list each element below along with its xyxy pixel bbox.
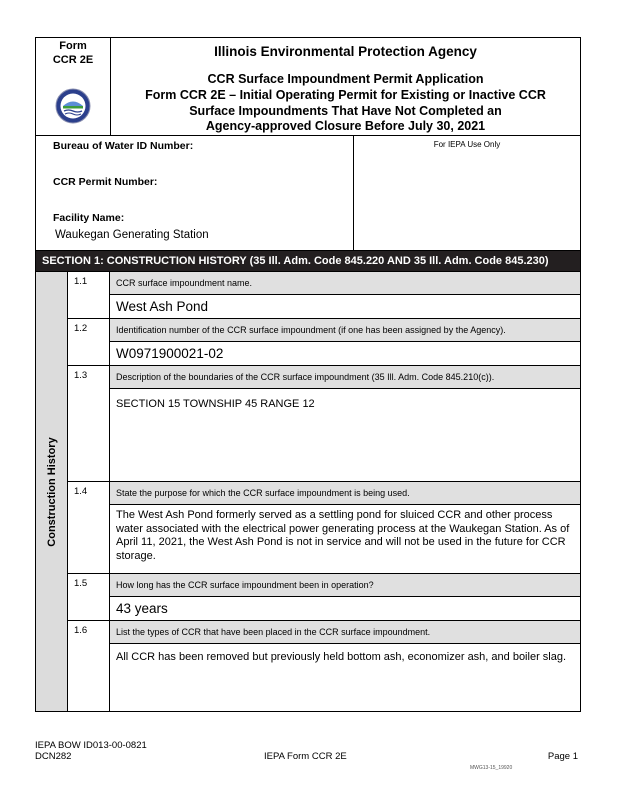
footer-left-line1: IEPA BOW ID013-00-0821 xyxy=(35,740,147,751)
section-body xyxy=(36,272,580,711)
question-text: Identification number of the CCR surface impoundment (if one has been assigned by the Agency). xyxy=(110,319,580,342)
question-row xyxy=(68,482,580,574)
question-number: 1.6 xyxy=(68,621,110,711)
question-row xyxy=(68,366,580,482)
form-title-line1: Form CCR 2E – Initial Operating Permit for Existing or Inactive CCR xyxy=(145,88,546,102)
question-text: How long has the CCR surface impoundment been in operation? xyxy=(110,574,580,597)
question-row xyxy=(68,621,580,711)
question-number: 1.4 xyxy=(68,482,110,573)
id-fields-left xyxy=(36,136,354,250)
question-row xyxy=(68,319,580,366)
permit-form xyxy=(35,37,581,712)
question-text: State the purpose for which the CCR surface impoundment is being used. xyxy=(110,482,580,505)
question-text: CCR surface impoundment name. xyxy=(110,272,580,295)
form-id-line2: CCR 2E xyxy=(52,54,94,66)
answer-text: All CCR has been removed but previously held bottom ash, economizer ash, and boiler slag. xyxy=(116,651,567,663)
footer-form-name: IEPA Form CCR 2E xyxy=(264,751,347,762)
bureau-id-label: Bureau of Water ID Number: xyxy=(53,140,194,152)
bates-stamp: MWG13-15_19920 xyxy=(470,765,513,771)
form-title xyxy=(111,88,580,135)
question-number: 1.5 xyxy=(68,574,110,620)
answer-text: W0971900021-02 xyxy=(116,346,224,361)
question-text: Description of the boundaries of the CCR surface impoundment (35 Ill. Adm. Code 845.210(c)). xyxy=(110,366,580,389)
title-block xyxy=(111,38,580,135)
id-fields xyxy=(36,136,580,251)
side-label: Construction History xyxy=(45,436,58,547)
side-panel xyxy=(36,272,68,711)
question-number: 1.3 xyxy=(68,366,110,481)
section-title: SECTION 1: CONSTRUCTION HISTORY (35 Ill. Adm. Code 845.220 AND 35 Ill. Adm. Code 845.230) xyxy=(36,251,580,272)
question-rows xyxy=(68,272,580,711)
page-number: Page 1 xyxy=(547,751,578,762)
question-row xyxy=(68,574,580,621)
answer-text: SECTION 15 TOWNSHIP 45 RANGE 12 xyxy=(116,398,315,410)
iepa-seal-icon xyxy=(55,88,91,124)
form-title-line2: Surface Impoundments That Have Not Completed an xyxy=(189,103,502,118)
footer-doc-id xyxy=(35,740,147,762)
facility-name-label: Facility Name: xyxy=(53,212,125,224)
answer-text: West Ash Pond xyxy=(116,299,209,314)
answer-text: The West Ash Pond formerly served as a settling pond for sluiced CCR and other process water associated with the electrical power generating process at the Waukegan Station. As of April 11, 2021, the West Ash Pond is not in service and will not be used in the future for CCR storage. xyxy=(116,509,570,562)
question-number: 1.1 xyxy=(68,272,110,318)
question-number: 1.2 xyxy=(68,319,110,365)
agency-name: Illinois Environmental Protection Agency xyxy=(214,44,477,59)
question-text: List the types of CCR that have been placed in the CCR surface impoundment. xyxy=(110,621,580,644)
footer-left-line2: DCN282 xyxy=(35,751,72,762)
form-id-line1: Form xyxy=(59,40,87,52)
form-title-line3: Agency-approved Closure Before July 30, 2021 xyxy=(205,119,486,133)
question-row xyxy=(68,272,580,319)
form-id-block xyxy=(36,38,111,135)
iepa-use-only: For IEPA Use Only xyxy=(433,140,501,149)
form-header xyxy=(36,38,580,136)
application-title: CCR Surface Impoundment Permit Application xyxy=(207,72,484,86)
answer-text: 43 years xyxy=(116,601,168,616)
facility-name-value: Waukegan Generating Station xyxy=(55,229,209,241)
permit-number-label: CCR Permit Number: xyxy=(53,176,158,188)
